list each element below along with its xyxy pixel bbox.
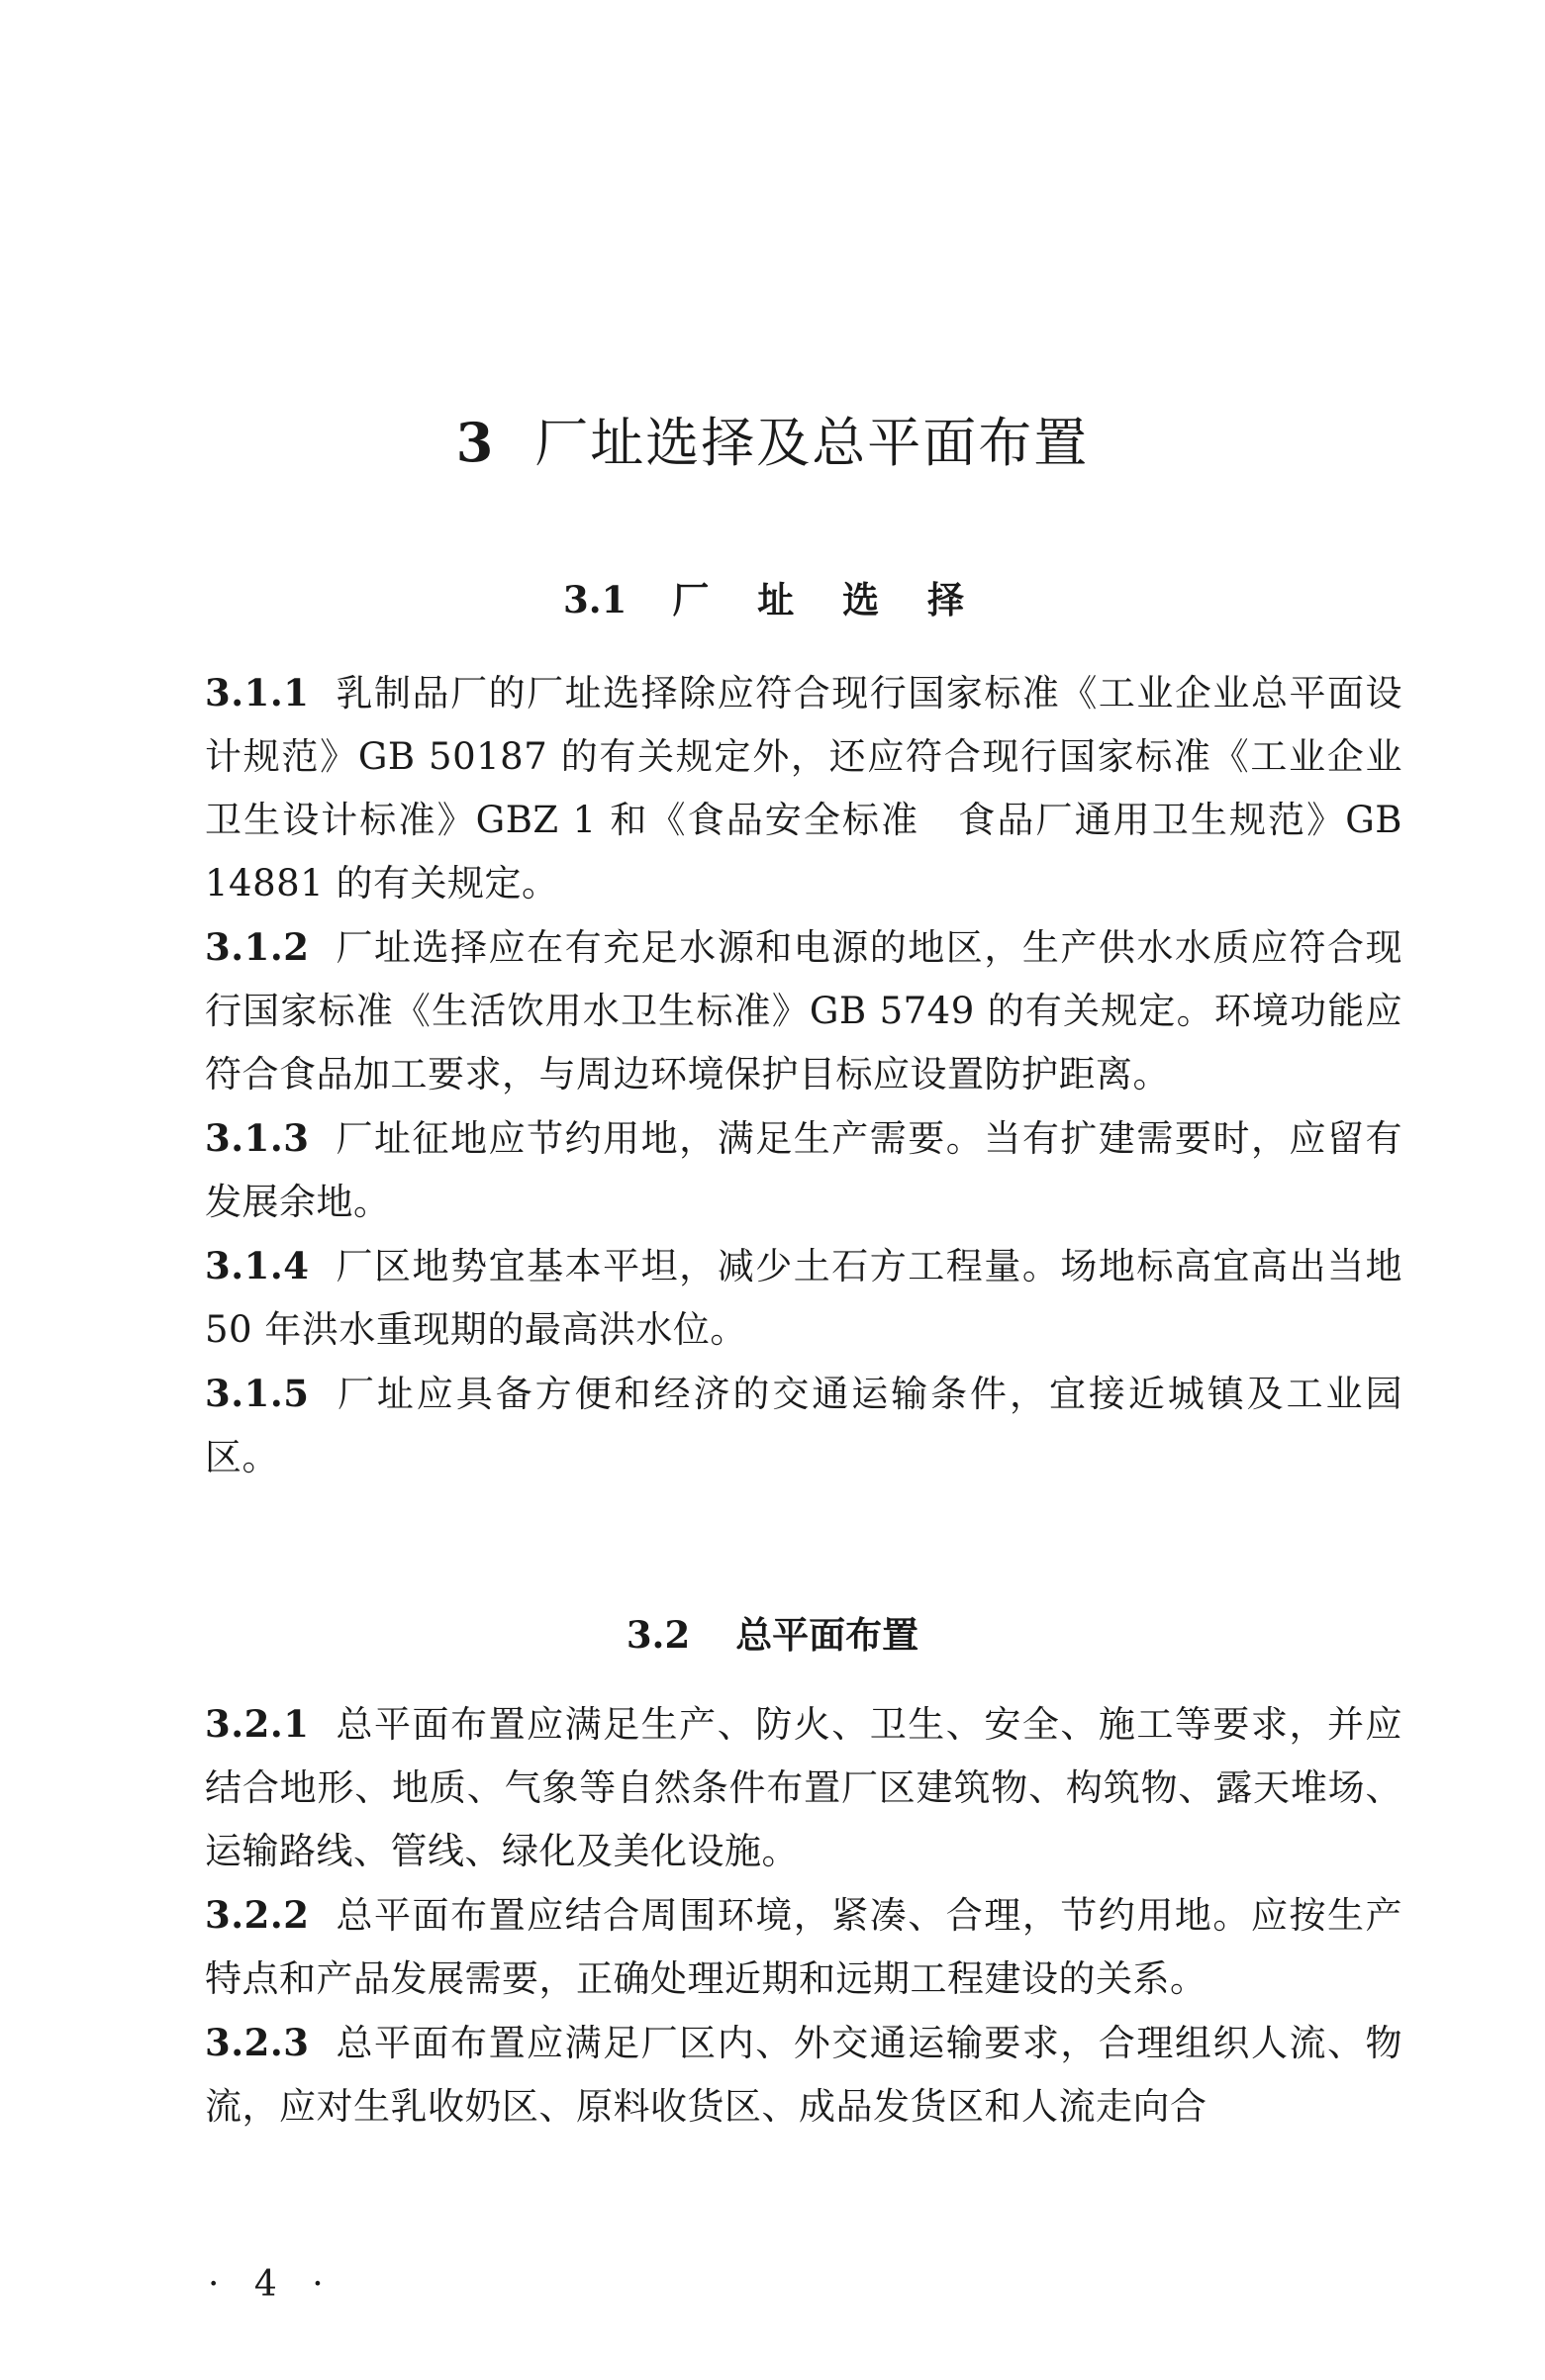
clause-text: 厂址选择应在有充足水源和电源的地区，生产供水水质应符合现行国家标准《生活饮用水卫生标准》GB 5749 的有关规定。环境功能应符合食品加工要求，与周边环境保护目标应设置防护距离。	[205, 926, 1402, 1095]
clause-3-2-1	[205, 1692, 1402, 1883]
chapter-number: 3	[455, 411, 496, 474]
section-title-3-2	[0, 1605, 1545, 1659]
page-number: · 4 ·	[208, 2264, 336, 2305]
clause-3-1-1	[205, 661, 1402, 915]
section-3-2-body	[205, 1692, 1402, 2139]
clause-number: 3.2.3	[205, 2021, 310, 2064]
clause-number: 3.1.1	[205, 671, 310, 714]
clause-3-1-2	[205, 915, 1402, 1106]
clause-3-1-3	[205, 1106, 1402, 1234]
clause-text: 厂区地势宜基本平坦，减少土石方工程量。场地标高宜高出当地 50 年洪水重现期的最高洪水位。	[205, 1245, 1402, 1351]
clause-text: 厂址应具备方便和经济的交通运输条件，宜接近城镇及工业园区。	[205, 1373, 1402, 1478]
section-number: 3.1	[562, 578, 628, 621]
clause-text: 乳制品厂的厂址选择除应符合现行国家标准《工业企业总平面设计规范》GB 50187 的有关规定外，还应符合现行国家标准《工业企业卫生设计标准》GBZ 1 和《食品安全标准 食品厂通用卫生规范》GB 14881 的有关规定。	[205, 672, 1402, 904]
section-number: 3.2	[626, 1613, 691, 1657]
clause-number: 3.1.5	[205, 1372, 310, 1415]
clause-3-1-4	[205, 1234, 1402, 1362]
section-title-text: 厂 址 选 择	[672, 579, 983, 621]
section-title-text: 总平面布置	[735, 1614, 919, 1657]
clause-number: 3.2.2	[205, 1893, 310, 1937]
clause-number: 3.1.4	[205, 1244, 310, 1287]
section-title-3-1	[0, 570, 1545, 623]
clause-text: 厂址征地应节约用地，满足生产需要。当有扩建需要时，应留有发展余地。	[205, 1117, 1402, 1223]
clause-text: 总平面布置应满足生产、防火、卫生、安全、施工等要求，并应结合地形、地质、气象等自然条件布置厂区建筑物、构筑物、露天堆场、运输路线、管线、绿化及美化设施。	[205, 1703, 1402, 1872]
clause-text: 总平面布置应结合周围环境，紧凑、合理，节约用地。应按生产特点和产品发展需要，正确处理近期和远期工程建设的关系。	[205, 1894, 1402, 2000]
clause-3-1-5	[205, 1362, 1402, 1489]
chapter-title	[0, 401, 1545, 477]
clause-number: 3.1.3	[205, 1116, 310, 1160]
clause-number: 3.1.2	[205, 925, 310, 969]
clause-3-2-3	[205, 2011, 1402, 2139]
clause-3-2-2	[205, 1883, 1402, 2011]
clause-number: 3.2.1	[205, 1702, 310, 1746]
clause-text: 总平面布置应满足厂区内、外交通运输要求，合理组织人流、物流，应对生乳收奶区、原料收货区、成品发货区和人流走向合	[205, 2022, 1402, 2128]
section-3-1-body	[205, 661, 1402, 1489]
chapter-title-text: 厂址选择及总平面布置	[534, 412, 1090, 474]
